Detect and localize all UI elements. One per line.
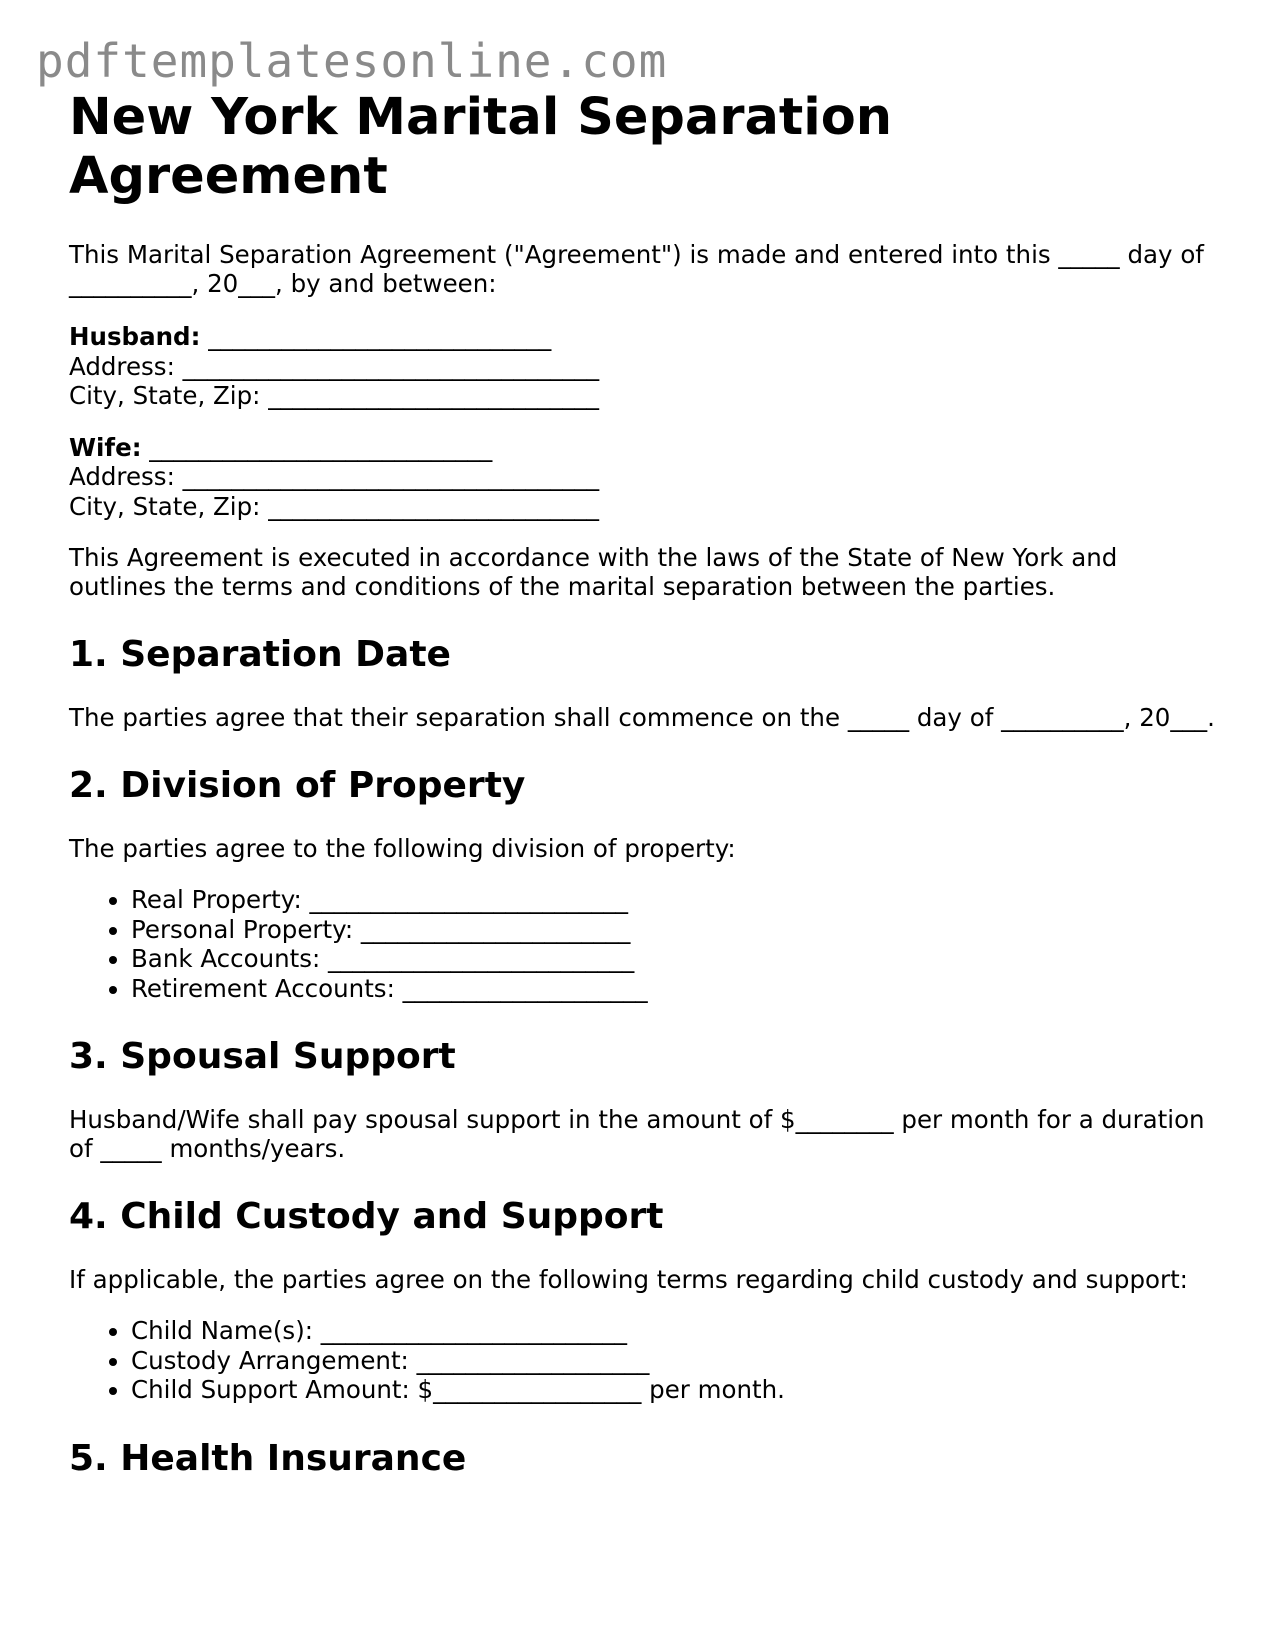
section-body: Husband/Wife shall pay spousal support in the amount of $________ per month for a duration of _____ months/years. (69, 1105, 1205, 1163)
list-item[interactable]: • Custody Arrangement: ___________________ (131, 1346, 1219, 1376)
list-item[interactable]: • Retirement Accounts: ____________________ (131, 974, 1219, 1004)
wife-address-field[interactable]: Address: __________________________________ (69, 462, 600, 491)
wife-block (69, 433, 1219, 522)
document-title: New York Marital Separation Agreement (69, 88, 893, 206)
list-item[interactable]: • Real Property: __________________________ (131, 885, 1219, 915)
custody-list (69, 1316, 1219, 1405)
husband-address-field[interactable]: Address: __________________________________ (69, 351, 600, 381)
section-health-insurance (69, 1439, 1219, 1479)
list-item[interactable]: • Bank Accounts: _________________________ (131, 944, 1219, 974)
section-heading: 5. Health Insurance (69, 1437, 467, 1479)
husband-city-field[interactable]: City, State, Zip: ___________________________ (69, 381, 599, 410)
intro-paragraph: This Marital Separation Agreement ("Agreement") is made and entered into this _____ day of __________, 20___, by and between: (69, 240, 1204, 298)
section-heading: 2. Division of Property (69, 765, 526, 806)
list-item[interactable]: • Child Support Amount: $_________________ per month. (131, 1375, 1219, 1405)
husband-label: Husband: (69, 322, 201, 351)
section-division-of-property (69, 766, 1219, 1003)
section-separation-date (69, 635, 1219, 732)
section-body: The parties agree that their separation shall commence on the _____ day of __________, 20___. (69, 703, 1215, 732)
laws-paragraph: This Agreement is executed in accordance with the laws of the State of New York and outlines the terms and conditions of the marital separation between the parties. (69, 543, 1118, 601)
property-list (69, 885, 1219, 1003)
section-body: If applicable, the parties agree on the following terms regarding child custody and support: (69, 1265, 1188, 1294)
section-heading: 4. Child Custody and Support (69, 1196, 664, 1237)
wife-city-field[interactable]: City, State, Zip: ___________________________ (69, 491, 599, 521)
husband-block (69, 322, 1219, 411)
wife-name-field[interactable]: ____________________________ (149, 432, 493, 462)
husband-name-field[interactable]: ____________________________ (208, 322, 552, 351)
husband-name-line (69, 322, 1219, 352)
list-item[interactable]: • Child Name(s): _________________________ (131, 1316, 1219, 1346)
section-heading: 3. Spousal Support (69, 1036, 456, 1077)
section-heading: 1. Separation Date (69, 634, 451, 675)
list-item[interactable]: • Personal Property: ______________________ (131, 915, 1219, 945)
section-spousal-support (69, 1037, 1219, 1163)
section-child-custody (69, 1197, 1219, 1405)
wife-label: Wife: (69, 432, 142, 462)
watermark: pdftemplatesonline.com (36, 34, 668, 88)
section-body: The parties agree to the following division of property: (69, 834, 736, 863)
document-page (69, 88, 1219, 1479)
wife-name-line (69, 433, 1219, 463)
